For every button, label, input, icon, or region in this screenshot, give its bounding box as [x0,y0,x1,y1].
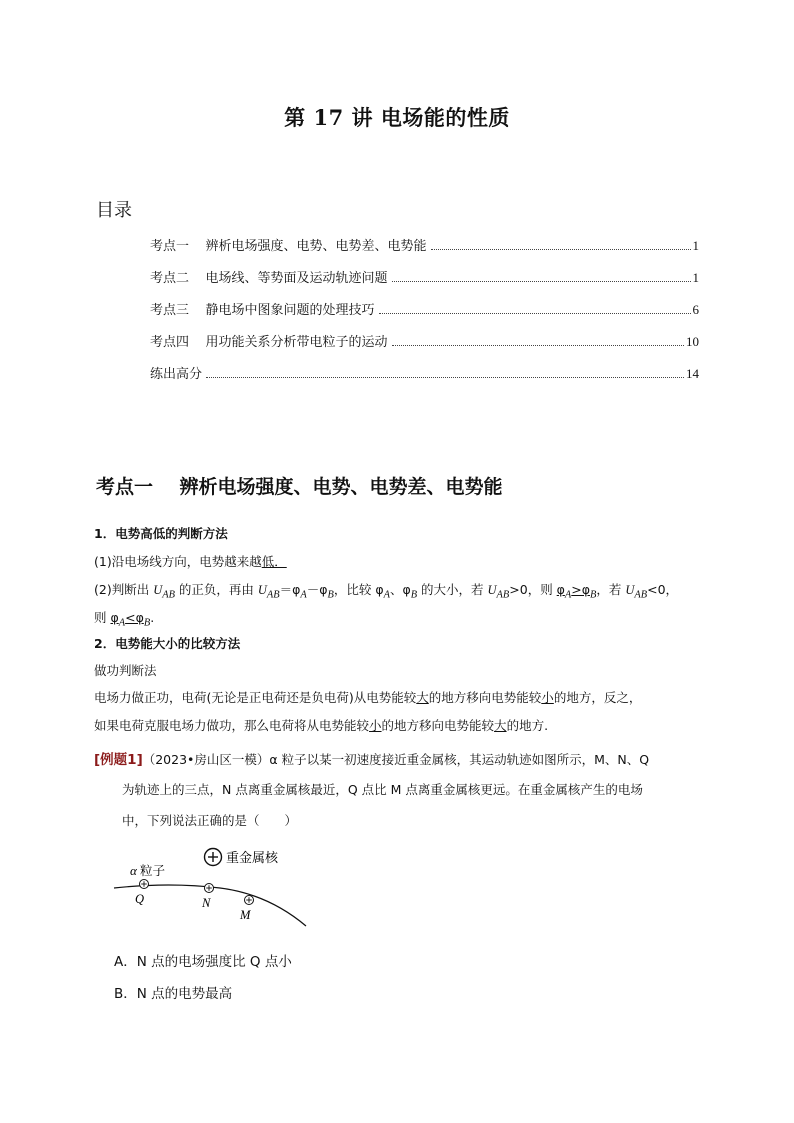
toc-leader-dots [379,313,691,314]
text-run: 的地方. [506,718,549,733]
toc-item-label: 考点三 静电场中图象问题的处理技巧 [150,303,375,318]
paragraph-1-line-3 [94,608,154,629]
toc-item-page: 10 [686,334,699,349]
math-subscript: B [410,589,418,601]
underlined-answer: >φ [571,582,591,597]
math-subscript: B [327,589,334,601]
paragraph-2-title: 2．电势能大小的比较方法 [94,636,241,651]
point-q-marker [140,880,149,889]
toc-item-2[interactable] [150,266,699,286]
math-subscript: A [300,589,307,601]
text-run: ，若 [596,582,626,597]
text-run: <0， [647,582,679,597]
toc-heading: 目录 [96,200,132,221]
underlined-answer: φ [556,582,565,597]
math-var: U [487,583,497,597]
toc-item-page: 14 [686,366,699,381]
underlined-answer: 小 [541,690,554,705]
toc-item-1[interactable] [150,234,699,254]
math-var: U [257,583,267,597]
text-run: >0，则 [509,582,557,597]
math-subscript: A [383,589,390,601]
text-run: . [150,610,155,625]
math-subscript: AB [496,589,510,601]
point-q-label: Q [135,892,145,906]
math-subscript: AB [162,589,175,601]
text-run: 的地方，反之， [553,690,642,705]
example-line-1 [94,748,649,768]
point-n-label: N [202,896,211,910]
alpha-symbol: α [130,863,137,878]
toc-item-page: 1 [692,238,699,253]
toc-item-page: 6 [692,302,699,317]
toc-item-page: 1 [692,270,699,285]
math-subscript: A [564,589,572,601]
particle-label: 粒子 [140,863,166,878]
math-subscript: B [143,617,151,629]
text-run: 的地方移向电势能较 [381,718,495,733]
math-subscript: A [118,617,126,629]
paragraph-1-line-1 [94,552,287,570]
toc-item-4[interactable] [150,330,699,350]
toc-leader-dots [392,281,691,282]
underlined-answer: 大 [416,690,429,705]
text-run: 如果电荷克服电场力做功，那么电荷将从电势能较 [94,718,370,733]
toc-item-5[interactable] [150,362,699,382]
toc-item-3[interactable] [150,298,699,318]
toc-item-label: 考点一 辨析电场强度、电势、电势差、电势能 [150,239,427,254]
math-var: U [625,583,635,597]
underlined-answer: <φ [125,610,144,625]
nucleus-icon [205,849,222,866]
text-run: 的大小，若 [417,582,488,597]
point-m-marker [245,896,254,905]
paragraph-1-line-2 [94,580,678,601]
text-run: ＝φ [279,582,301,597]
text-run: 的正负，再由 [174,582,258,597]
example-text: （2023•房山区一模）α 粒子以某一初速度接近重金属核，其运动轨迹如图所示，M、N、Q [142,752,650,767]
text-run: (1)沿电场线方向，电势越来越 [94,554,262,569]
point-m-label: M [240,908,251,922]
option-b[interactable]: B．N 点的电势最高 [114,986,233,1002]
text-run: ，比较 φ [333,582,384,597]
text-run: 则 [94,610,111,625]
paragraph-2-subtitle: 做功判断法 [94,663,157,678]
example-tag: [例题1] [94,752,143,768]
toc-item-label: 考点四 用功能关系分析带电粒子的运动 [150,335,388,350]
math-subscript: AB [266,589,280,601]
underlined-answer: φ [110,610,119,625]
text-run: 的地方移向电势能较 [428,690,542,705]
math-subscript: AB [634,589,648,601]
example-line-3: 中，下列说法正确的是（ ） [122,813,298,828]
trajectory-figure [110,842,320,932]
underlined-answer: 大 [494,718,507,733]
toc-item-label: 练出高分 [150,367,203,382]
toc-item-label: 考点二 电场线、等势面及运动轨迹问题 [150,271,388,286]
toc-leader-dots [392,345,684,346]
underlined-answer: 小 [369,718,382,733]
text-run: (2)判断出 [94,582,154,597]
section-heading: 考点一 辨析电场强度、电势、电势差、电势能 [96,476,503,498]
page-title: 第 17 讲 电场能的性质 [284,105,510,130]
nucleus-label: 重金属核 [226,851,279,866]
option-a[interactable]: A．N 点的电场强度比 Q 点小 [114,954,292,970]
text-run: 、φ [389,582,411,597]
text-run: 电场力做正功，电荷(无论是正电荷还是负电荷)从电势能较 [94,690,417,705]
paragraph-2-line-1 [94,688,641,706]
toc-leader-dots [431,249,691,250]
paragraph-2-line-2 [94,716,548,734]
text-run: －φ [306,582,328,597]
underlined-answer: 低． [261,554,287,569]
paragraph-1-title: 1．电势高低的判断方法 [94,526,228,541]
math-var: U [153,583,163,597]
point-n-marker [205,884,214,893]
toc-leader-dots [206,377,684,378]
math-subscript: B [590,589,597,601]
example-line-2: 为轨迹上的三点，N 点离重金属核最近，Q 点比 M 点离重金属核更远。在重金属核产生的电场 [122,782,643,797]
